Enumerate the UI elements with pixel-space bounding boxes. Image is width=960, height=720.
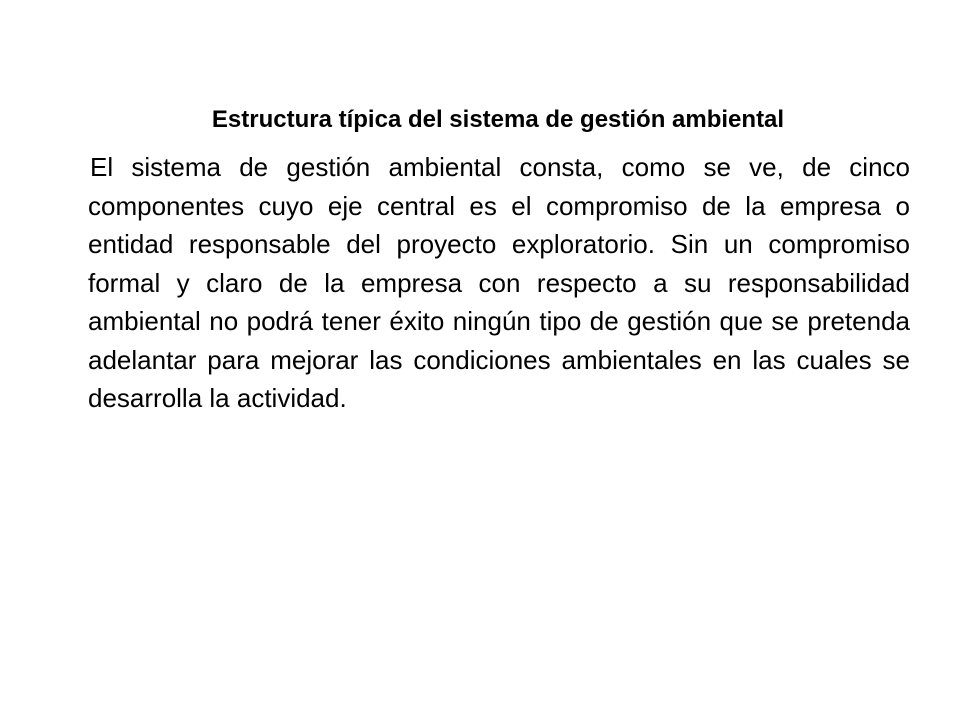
slide-title: Estructura típica del sistema de gestión ambiental: [211, 106, 785, 133]
slide-body-paragraph: El sistema de gestión ambiental consta, como se ve, de cinco componentes cuyo eje central es el compromiso de la empresa o entidad responsable del proyecto exploratorio. Sin un compromiso formal y claro de la empresa con respecto a su responsabilidad ambiental no podrá tener éxito ningún tipo de gestión que se pretenda adelantar para mejorar las condiciones ambientales en las cuales se desarrolla la actividad.: [88, 152, 910, 413]
